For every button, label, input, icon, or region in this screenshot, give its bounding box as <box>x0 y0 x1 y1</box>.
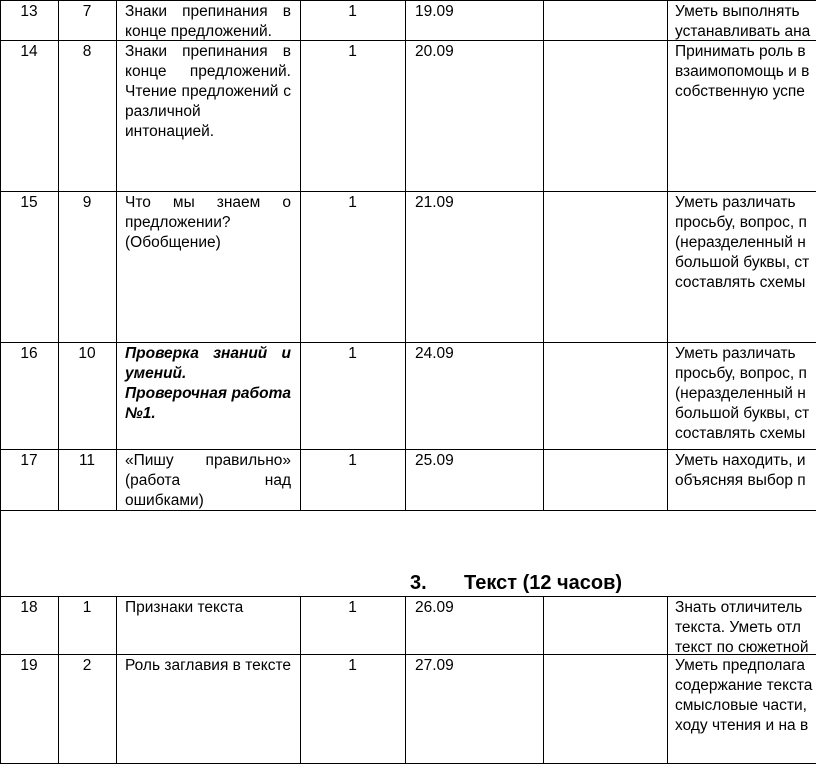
row-border <box>0 596 816 597</box>
lesson-date: 24.09 <box>415 345 454 362</box>
description-line: смысловые части, <box>675 697 807 714</box>
description-line: составлять схемы <box>675 425 806 442</box>
description-line: устанавливать ана <box>675 23 811 40</box>
lesson-date: 27.09 <box>415 657 454 674</box>
lesson-topic: Знаки препинания в конце предложений. <box>125 3 291 40</box>
lesson-date: 26.09 <box>415 599 454 616</box>
lesson-date: 25.09 <box>415 452 454 469</box>
description-line: Принимать роль в <box>675 43 806 60</box>
lesson-index: 2 <box>82 657 92 674</box>
description-line: объясняя выбор п <box>675 472 806 489</box>
description-line: текст по сюжетной <box>675 639 809 656</box>
column-border <box>58 0 59 511</box>
lesson-number: 16 <box>20 345 38 362</box>
lesson-date: 20.09 <box>415 43 454 60</box>
description-line: Знать отличитель <box>675 599 803 616</box>
column-border <box>300 596 301 764</box>
description-line: Уметь находить, и <box>675 452 806 469</box>
column-border <box>667 0 668 511</box>
column-border <box>58 596 59 764</box>
description-line: взаимопомощь и в <box>675 63 810 80</box>
description-line: (неразделенный н <box>675 385 806 402</box>
lesson-number: 19 <box>20 657 38 674</box>
lesson-hours: 1 <box>348 599 357 616</box>
lesson-index: 11 <box>78 452 96 469</box>
lesson-number: 14 <box>20 43 38 60</box>
lesson-topic: Знаки препинания в конце предложений. Чтение предложений с различной интонацией. <box>125 43 291 140</box>
lesson-date: 21.09 <box>415 194 454 211</box>
lesson-hours: 1 <box>348 194 357 211</box>
column-border <box>667 596 668 764</box>
lesson-hours: 1 <box>348 345 357 362</box>
description-line: составлять схемы <box>675 274 806 291</box>
lesson-number: 15 <box>20 194 38 211</box>
row-border <box>0 342 816 343</box>
column-border <box>116 596 117 764</box>
lesson-topic: Роль заглавия в тексте <box>125 657 291 674</box>
lesson-description <box>675 598 816 658</box>
section-title: Текст (12 часов) <box>464 572 623 594</box>
lesson-index: 9 <box>82 194 92 211</box>
section-heading <box>410 571 622 595</box>
lesson-index: 7 <box>82 3 92 20</box>
column-border <box>543 596 544 764</box>
description-line: просьбу, вопрос, п <box>675 214 807 231</box>
lesson-topic: Проверка знаний и умений. Проверочная работа №1. <box>125 345 291 422</box>
description-line: текста. Уметь отл <box>675 619 801 636</box>
lesson-date: 19.09 <box>415 3 454 20</box>
description-line: Уметь различать <box>675 194 796 211</box>
lesson-description <box>675 656 816 736</box>
column-border <box>300 0 301 511</box>
lesson-description <box>675 344 816 444</box>
description-line: большой буквы, ст <box>675 405 810 422</box>
lesson-description <box>675 2 816 42</box>
lesson-index: 1 <box>82 599 92 616</box>
column-border <box>405 596 406 764</box>
lesson-topic: Что мы знаем о предложении? (Обобщение) <box>125 194 291 251</box>
lesson-number: 18 <box>20 599 38 616</box>
lesson-hours: 1 <box>348 452 357 469</box>
description-line: содержание текста <box>675 677 813 694</box>
row-border <box>0 191 816 192</box>
lesson-number: 13 <box>20 3 38 20</box>
row-border <box>0 0 816 1</box>
lesson-description <box>675 42 816 102</box>
lesson-index: 8 <box>82 43 92 60</box>
column-border <box>543 0 544 511</box>
section-number: 3. <box>410 572 427 594</box>
column-border <box>116 0 117 511</box>
description-line: Уметь различать <box>675 345 796 362</box>
lesson-topic: «Пишу правильно» (работа над ошибками) <box>125 452 291 509</box>
lesson-hours: 1 <box>348 43 357 60</box>
description-line: большой буквы, ст <box>675 254 810 271</box>
lesson-hours: 1 <box>348 657 357 674</box>
row-border <box>0 510 816 511</box>
row-border <box>0 763 816 764</box>
lesson-number: 17 <box>20 452 38 469</box>
description-line: Уметь выполнять <box>675 3 800 20</box>
description-line: просьбу, вопрос, п <box>675 365 807 382</box>
description-line: Уметь предполага <box>675 657 806 674</box>
column-border <box>0 0 1 764</box>
row-border <box>0 449 816 450</box>
lesson-topic: Признаки текста <box>125 599 244 616</box>
lesson-hours: 1 <box>348 3 357 20</box>
description-line: ходу чтения и на в <box>675 717 809 734</box>
lesson-description <box>675 193 816 293</box>
description-line: собственную успе <box>675 83 805 100</box>
lesson-index: 10 <box>78 345 96 362</box>
lesson-description <box>675 451 816 491</box>
description-line: (неразделенный н <box>675 234 806 251</box>
column-border <box>405 0 406 511</box>
